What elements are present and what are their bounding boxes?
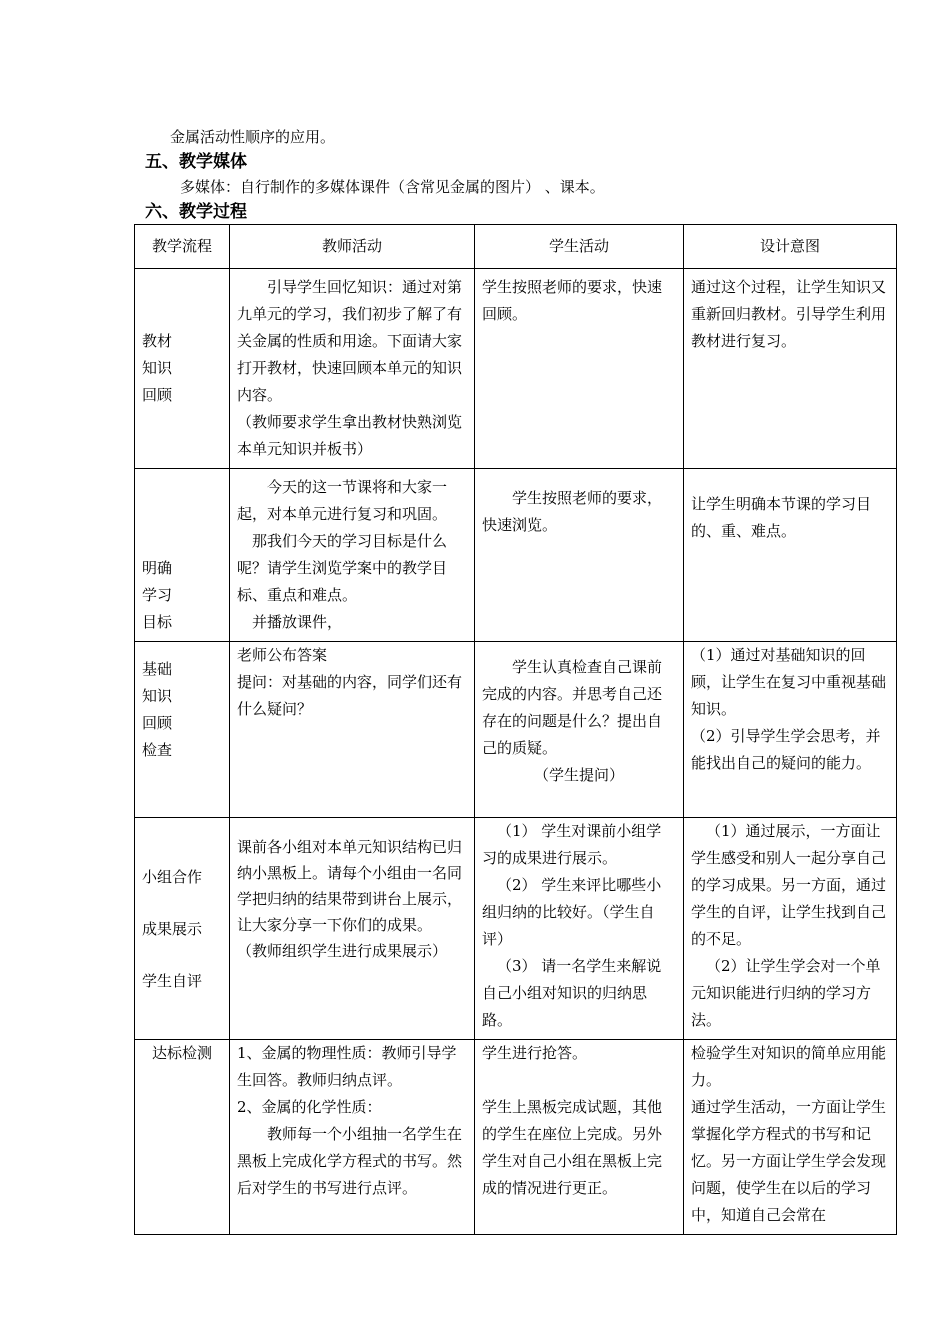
teacher-cell <box>230 269 475 469</box>
section6-heading: 六、教学过程 <box>145 202 247 222</box>
teacher-text: 提问：对基础的内容，同学们还有什么疑问？ <box>237 673 463 718</box>
design-cell <box>684 469 897 642</box>
teacher-cell <box>230 469 475 642</box>
stage-line: 基础 <box>142 660 173 678</box>
stage-line: 回顾 <box>142 386 173 404</box>
student-cell <box>475 269 684 469</box>
stage-line: 学生自评 <box>142 971 203 990</box>
design-text: （1）通过对基础知识的回顾，让学生在复习中重视基础知识。 <box>691 646 887 718</box>
stage-line: 目标 <box>142 613 173 631</box>
stage-cell <box>135 818 230 1040</box>
student-cell <box>475 469 684 642</box>
teacher-text: 2、金属的化学性质： <box>237 1098 382 1116</box>
student-text: （3） 请一名学生来解说自己小组对知识的归纳思路。 <box>482 957 662 1029</box>
stage-line: 回顾 <box>142 714 173 732</box>
table-row <box>135 642 897 818</box>
stage-line: 学习 <box>142 586 173 604</box>
teacher-text: 引导学生回忆知识：通过对第九单元的学习，我们初步了解了有关金属的性质和用途。下面请大家打开教材，快速回顾本单元的知识内容。 <box>237 278 463 404</box>
design-cell <box>684 642 897 818</box>
table-header-row <box>135 225 897 269</box>
teacher-text: 今天的这一节课将和大家一起，对本单元进行复习和巩固。 <box>237 478 448 523</box>
design-cell <box>684 1040 897 1235</box>
stage-line: 小组合作 <box>142 867 203 886</box>
design-text: （2）让学生学会对一个单元知识能进行归纳的学习方法。 <box>691 957 881 1029</box>
stage-line: 知识 <box>142 687 173 705</box>
intro-line: 金属活动性顺序的应用。 <box>170 128 336 146</box>
stage-line: 达标检测 <box>151 1044 212 1062</box>
student-cell <box>475 1040 684 1235</box>
design-text: 检验学生对知识的简单应用能力。 <box>691 1044 887 1089</box>
table-row <box>135 1040 897 1235</box>
student-cell <box>475 642 684 818</box>
teacher-cell <box>230 1040 475 1235</box>
teaching-process-table <box>134 224 897 1235</box>
design-text: （1）通过展示，一方面让学生感受和别人一起分享自己的学习成果。另一方面，通过学生的自评，让学生找到自己的不足。 <box>691 822 887 948</box>
teacher-text: 并播放课件， <box>252 613 343 631</box>
stage-line: 明确 <box>142 559 173 577</box>
student-text: 学生按照老师的要求，快速回顾。 <box>482 278 663 323</box>
design-cell <box>684 269 897 469</box>
stage-line: 知识 <box>142 359 173 377</box>
section5-text: 多媒体：自行制作的多媒体课件（含常见金属的图片） 、课本。 <box>180 178 605 196</box>
teacher-text: 教师每一个小组抽一名学生在黑板上完成化学方程式的书写。然后对学生的书写进行点评。 <box>237 1125 463 1197</box>
stage-line: 成果展示 <box>142 919 203 938</box>
teacher-text: 课前各小组对本单元知识结构已归纳小黑板上。请每个小组由一名同学把归纳的结果带到讲台上展示，让大家分享一下你们的成果。 <box>237 838 463 934</box>
design-text: 通过学生活动，一方面让学生掌握化学方程式的书写和记忆。另一方面让学生学会发现问题，使学生在以后的学习中，知道自己会常在 <box>691 1098 887 1224</box>
teacher-cell <box>230 642 475 818</box>
student-text: （1） 学生对课前小组学习的成果进行展示。 <box>482 822 662 867</box>
teacher-cell <box>230 818 475 1040</box>
teacher-text: 1、金属的物理性质：教师引导学生回答。教师归纳点评。 <box>237 1044 457 1089</box>
design-text: 通过这个过程，让学生知识又重新回归教材。引导学生利用教材进行复习。 <box>691 278 887 350</box>
stage-line: 检查 <box>142 741 173 759</box>
stage-cell <box>135 1040 230 1235</box>
teacher-text: （教师要求学生拿出教材快熟浏览本单元知识并板书） <box>237 413 463 458</box>
header-student: 学生活动 <box>475 225 684 269</box>
header-teacher: 教师活动 <box>230 225 475 269</box>
table-row <box>135 469 897 642</box>
design-text: （2）引导学生学会思考，并能找出自己的疑问的能力。 <box>691 727 881 772</box>
stage-cell <box>135 469 230 642</box>
teacher-text: 老师公布答案 <box>237 646 328 664</box>
header-design: 设计意图 <box>684 225 897 269</box>
table-row <box>135 818 897 1040</box>
design-cell <box>684 818 897 1040</box>
stage-line: 教材 <box>142 332 173 350</box>
student-text: （学生提问） <box>533 766 624 784</box>
stage-cell <box>135 269 230 469</box>
student-text: 学生上黑板完成试题，其他的学生在座位上完成。另外学生对自己小组在黑板上完成的情况进行更正。 <box>482 1098 663 1197</box>
header-stage: 教学流程 <box>135 225 230 269</box>
student-text: 学生按照老师的要求，快速浏览。 <box>482 489 663 534</box>
table-row <box>135 269 897 469</box>
student-text: 学生认真检查自己课前完成的内容。并思考自己还存在的问题是什么？提出自己的质疑。 <box>482 658 663 757</box>
design-text: 让学生明确本节课的学习目的、重、难点。 <box>691 495 872 540</box>
student-text: （2） 学生来评比哪些小组归纳的比较好。（学生自评） <box>482 876 662 948</box>
stage-cell <box>135 642 230 818</box>
teacher-text: 那我们今天的学习目标是什么呢？请学生浏览学案中的教学目标、重点和难点。 <box>237 532 448 604</box>
teacher-text: （教师组织学生进行成果展示） <box>237 942 448 960</box>
section5-heading: 五、教学媒体 <box>145 152 247 172</box>
student-text: 学生进行抢答。 <box>482 1044 588 1062</box>
student-cell <box>475 818 684 1040</box>
